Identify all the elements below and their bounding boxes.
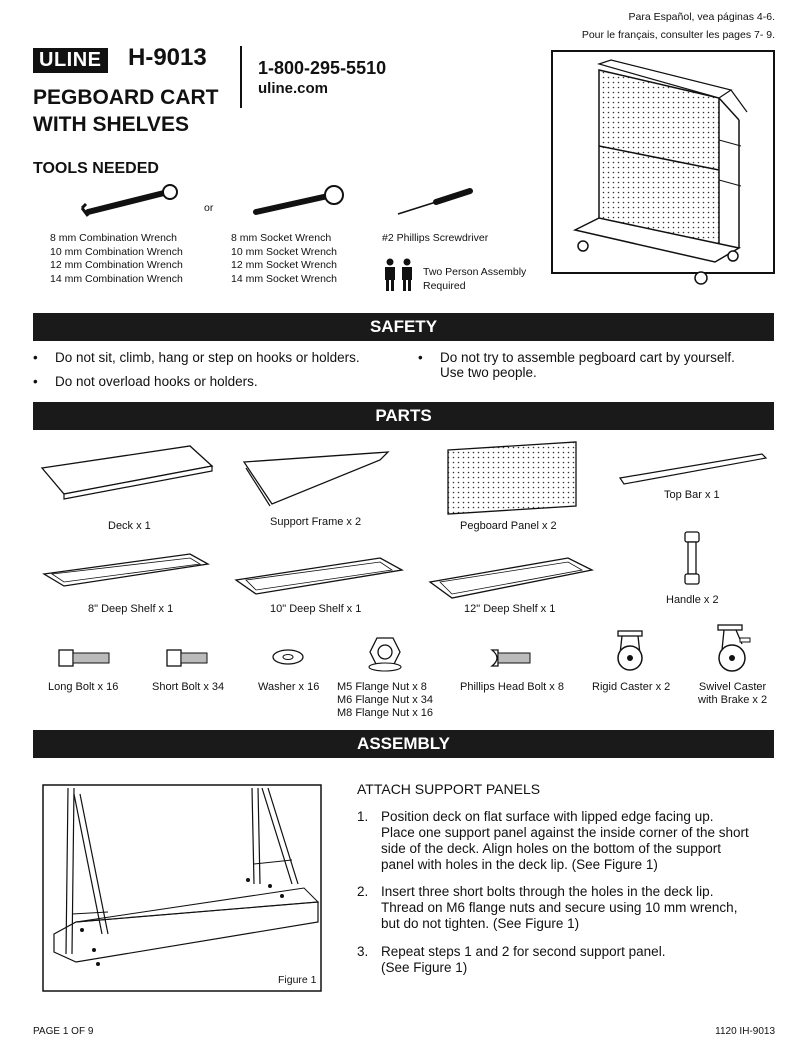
phone-number: 1-800-295-5510 xyxy=(258,58,387,78)
model-number: H-9013 xyxy=(128,44,207,71)
shelf-12-label: 12" Deep Shelf x 1 xyxy=(464,603,556,615)
parts-banner: PARTS xyxy=(33,402,774,430)
top-bar-image xyxy=(618,450,768,486)
shelf-12-image xyxy=(428,556,594,600)
swivel-caster-icon xyxy=(712,624,754,674)
shelf-8-label: 8" Deep Shelf x 1 xyxy=(88,603,174,615)
title-line-2: WITH SHELVES xyxy=(33,113,189,136)
phillips-bolt-label: Phillips Head Bolt x 8 xyxy=(460,681,564,693)
assembly-step-3: 3. Repeat steps 1 and 2 for second support panel. (See Figure 1) xyxy=(357,944,666,975)
assembly-step-2: 2. Insert three short bolts through the holes in the deck lip. Thread on M6 flange nuts and secure using 10 mm wrench, but do not tighten. (See Figure 1) xyxy=(357,884,738,931)
uline-logo: ULINE xyxy=(33,48,108,73)
two-person-note: Two Person Assembly Required xyxy=(423,266,527,292)
safety-banner: SAFETY xyxy=(33,313,774,341)
header-divider xyxy=(240,46,242,108)
two-person-icon xyxy=(382,258,416,292)
safety-item: • Do not sit, climb, hang or step on hooks or holders. xyxy=(55,350,360,365)
handle-label: Handle x 2 xyxy=(666,594,719,606)
website: uline.com xyxy=(258,80,329,97)
tools-heading: TOOLS NEEDED xyxy=(33,160,159,177)
screwdriver-label: #2 Phillips Screwdriver xyxy=(382,232,489,244)
french-note: Pour le français, consulter les pages 7- 9. xyxy=(581,29,775,41)
page-number: PAGE 1 OF 9 xyxy=(33,1026,94,1037)
figure-1-diagram xyxy=(42,784,322,992)
top-bar-label: Top Bar x 1 xyxy=(664,489,720,501)
long-bolt-label: Long Bolt x 16 xyxy=(48,681,119,693)
cart-illustration xyxy=(551,50,775,274)
or-text: or xyxy=(204,202,214,214)
assembly-subheading: ATTACH SUPPORT PANELS xyxy=(357,781,541,797)
figure-1-label: Figure 1 xyxy=(278,974,317,986)
short-bolt-icon xyxy=(166,648,208,668)
handle-image xyxy=(682,530,702,586)
document-code: 1120 IH-9013 xyxy=(715,1026,775,1037)
flange-nut-labels: M5 Flange Nut x 8 M6 Flange Nut x 34 M8 Flange Nut x 16 xyxy=(337,681,433,719)
safety-item: • Do not try to assemble pegboard cart by yourself. Use two people. xyxy=(440,350,735,380)
screwdriver-icon xyxy=(396,188,476,218)
deck-label: Deck x 1 xyxy=(108,520,151,532)
socket-wrench-list: 8 mm Socket Wrench 10 mm Socket Wrench 12 mm Socket Wrench 14 mm Socket Wrench xyxy=(231,232,338,285)
assembly-step-1: 1. Position deck on flat surface with lipped edge facing up. Place one support panel against the inside corner of the short side of the deck. Align holes on the bottom of the support panel with holes in the deck lip. (See Figure 1) xyxy=(357,809,749,872)
shelf-8-image xyxy=(42,552,210,590)
support-frame-label: Support Frame x 2 xyxy=(270,516,362,528)
assembly-banner: ASSEMBLY xyxy=(33,730,774,758)
rigid-caster-icon xyxy=(612,630,648,672)
phillips-bolt-icon xyxy=(490,648,532,668)
shelf-10-image xyxy=(234,556,404,596)
shelf-10-label: 10" Deep Shelf x 1 xyxy=(270,603,362,615)
combination-wrench-list: 8 mm Combination Wrench 10 mm Combination Wrench 12 mm Combination Wrench 14 mm Combination Wrench xyxy=(50,232,183,285)
combination-wrench-icon xyxy=(80,186,180,216)
rigid-caster-label: Rigid Caster x 2 xyxy=(592,681,671,693)
safety-item: • Do not overload hooks or holders. xyxy=(55,374,258,389)
pegboard-panel-image xyxy=(446,440,578,516)
support-frame-image xyxy=(242,448,390,508)
title-line-1: PEGBOARD CART xyxy=(33,86,219,109)
deck-image xyxy=(40,444,215,504)
washer-icon xyxy=(272,648,304,666)
spanish-note: Para Español, vea páginas 4-6. xyxy=(628,11,775,23)
socket-wrench-icon xyxy=(250,186,350,216)
short-bolt-label: Short Bolt x 34 xyxy=(152,681,225,693)
product-title xyxy=(33,84,219,138)
flange-nut-icon xyxy=(368,636,402,672)
washer-label: Washer x 16 xyxy=(258,681,320,693)
long-bolt-icon xyxy=(58,648,110,668)
pegboard-panel-label: Pegboard Panel x 2 xyxy=(460,520,557,532)
swivel-caster-label: Swivel Caster with Brake x 2 xyxy=(698,681,768,706)
